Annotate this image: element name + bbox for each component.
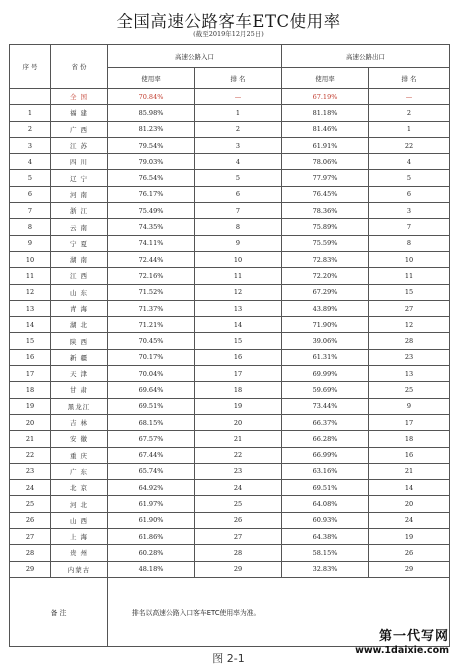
document-title: 全国高速公路客车ETC使用率: [116, 12, 341, 31]
row-province: 新 疆: [51, 349, 108, 365]
table-row: [10, 512, 450, 528]
national-exit-rate: 67.19%: [282, 89, 369, 105]
row-entrance-rate: 67.57%: [108, 431, 195, 447]
row-entrance-rate: 71.52%: [108, 284, 195, 300]
row-seq: 25: [10, 496, 51, 512]
header-exit-rank: 排 名: [369, 68, 450, 89]
row-entrance-rank: 25: [195, 496, 282, 512]
row-entrance-rate: 68.15%: [108, 414, 195, 430]
row-entrance-rate: 70.45%: [108, 333, 195, 349]
row-seq: 14: [10, 317, 51, 333]
row-exit-rank: 16: [369, 447, 450, 463]
table-row: [10, 251, 450, 267]
row-province: 重 庆: [51, 447, 108, 463]
row-seq: 4: [10, 154, 51, 170]
row-exit-rate: 67.29%: [282, 284, 369, 300]
row-entrance-rate: 60.28%: [108, 545, 195, 561]
row-province: 北 京: [51, 480, 108, 496]
row-seq: 12: [10, 284, 51, 300]
national-seq: [10, 89, 51, 105]
row-exit-rate: 76.45%: [282, 186, 369, 202]
row-entrance-rank: 19: [195, 398, 282, 414]
row-province: 辽 宁: [51, 170, 108, 186]
row-exit-rate: 81.18%: [282, 105, 369, 121]
table-row: [10, 463, 450, 479]
row-seq: 8: [10, 219, 51, 235]
row-province: 浙 江: [51, 203, 108, 219]
row-exit-rate: 60.93%: [282, 512, 369, 528]
row-entrance-rank: 28: [195, 545, 282, 561]
row-seq: 28: [10, 545, 51, 561]
table-row: [10, 284, 450, 300]
row-exit-rank: 26: [369, 545, 450, 561]
table-row: [10, 154, 450, 170]
row-province: 江 西: [51, 268, 108, 284]
row-entrance-rank: 22: [195, 447, 282, 463]
row-entrance-rank: 8: [195, 219, 282, 235]
row-exit-rate: 61.91%: [282, 137, 369, 153]
row-exit-rank: 1: [369, 121, 450, 137]
row-entrance-rank: 1: [195, 105, 282, 121]
row-entrance-rank: 2: [195, 121, 282, 137]
table-row: [10, 366, 450, 382]
watermark-url: www.1daixie.com: [355, 645, 449, 656]
row-entrance-rank: 14: [195, 317, 282, 333]
row-exit-rate: 75.89%: [282, 219, 369, 235]
row-province: 福 建: [51, 105, 108, 121]
row-exit-rank: 17: [369, 414, 450, 430]
row-entrance-rate: 70.04%: [108, 366, 195, 382]
row-exit-rank: 15: [369, 284, 450, 300]
row-exit-rate: 77.97%: [282, 170, 369, 186]
row-entrance-rank: 27: [195, 529, 282, 545]
row-entrance-rate: 72.16%: [108, 268, 195, 284]
row-exit-rank: 2: [369, 105, 450, 121]
table-row: [10, 219, 450, 235]
header-entrance-usage-rate: 使用率: [108, 68, 195, 89]
row-exit-rate: 78.06%: [282, 154, 369, 170]
row-province: 四 川: [51, 154, 108, 170]
row-entrance-rate: 69.64%: [108, 382, 195, 398]
row-seq: 22: [10, 447, 51, 463]
note-label: 备 注: [10, 577, 108, 646]
row-seq: 27: [10, 529, 51, 545]
row-province: 山 东: [51, 284, 108, 300]
row-exit-rank: 14: [369, 480, 450, 496]
row-province: 吉 林: [51, 414, 108, 430]
row-province: 陕 西: [51, 333, 108, 349]
row-seq: 26: [10, 512, 51, 528]
row-exit-rank: 7: [369, 219, 450, 235]
row-entrance-rank: 3: [195, 137, 282, 153]
row-exit-rank: 23: [369, 349, 450, 365]
table-row: [10, 186, 450, 202]
header-entrance: 高速公路入口: [108, 45, 282, 68]
table-row: [10, 529, 450, 545]
table-row: [10, 317, 450, 333]
row-entrance-rank: 12: [195, 284, 282, 300]
row-province: 宁 夏: [51, 235, 108, 251]
row-exit-rank: 9: [369, 398, 450, 414]
row-entrance-rate: 61.90%: [108, 512, 195, 528]
row-entrance-rank: 26: [195, 512, 282, 528]
row-entrance-rank: 20: [195, 414, 282, 430]
row-seq: 7: [10, 203, 51, 219]
figure-caption: 图 2-1: [212, 652, 245, 665]
row-exit-rank: 6: [369, 186, 450, 202]
table-row: [10, 496, 450, 512]
row-entrance-rate: 74.11%: [108, 235, 195, 251]
row-province: 广 西: [51, 121, 108, 137]
etc-usage-table: [9, 44, 450, 647]
row-exit-rank: 21: [369, 463, 450, 479]
row-exit-rank: 19: [369, 529, 450, 545]
row-exit-rate: 72.20%: [282, 268, 369, 284]
row-exit-rate: 32.83%: [282, 561, 369, 577]
row-entrance-rank: 15: [195, 333, 282, 349]
row-seq: 18: [10, 382, 51, 398]
row-exit-rank: 20: [369, 496, 450, 512]
row-entrance-rank: 17: [195, 366, 282, 382]
header-exit-usage-rate: 使用率: [282, 68, 369, 89]
row-exit-rank: 18: [369, 431, 450, 447]
row-exit-rate: 64.08%: [282, 496, 369, 512]
row-entrance-rank: 7: [195, 203, 282, 219]
row-exit-rate: 39.06%: [282, 333, 369, 349]
row-entrance-rank: 9: [195, 235, 282, 251]
row-province: 上 海: [51, 529, 108, 545]
row-entrance-rate: 79.54%: [108, 137, 195, 153]
row-entrance-rate: 74.35%: [108, 219, 195, 235]
row-exit-rate: 75.59%: [282, 235, 369, 251]
row-seq: 10: [10, 251, 51, 267]
row-seq: 1: [10, 105, 51, 121]
table-row: [10, 480, 450, 496]
row-entrance-rate: 67.44%: [108, 447, 195, 463]
row-entrance-rank: 6: [195, 186, 282, 202]
row-exit-rate: 73.44%: [282, 398, 369, 414]
row-exit-rate: 58.15%: [282, 545, 369, 561]
table-row: [10, 414, 450, 430]
row-seq: 6: [10, 186, 51, 202]
row-exit-rate: 43.89%: [282, 300, 369, 316]
national-label: 全 国: [51, 89, 108, 105]
header-entrance-rank: 排 名: [195, 68, 282, 89]
row-exit-rank: 5: [369, 170, 450, 186]
row-seq: 24: [10, 480, 51, 496]
national-row: [10, 89, 450, 105]
table-row: [10, 382, 450, 398]
row-entrance-rate: 61.97%: [108, 496, 195, 512]
row-seq: 16: [10, 349, 51, 365]
row-province: 湖 北: [51, 317, 108, 333]
row-seq: 19: [10, 398, 51, 414]
row-exit-rank: 24: [369, 512, 450, 528]
table-row: [10, 105, 450, 121]
table-row: [10, 170, 450, 186]
row-seq: 29: [10, 561, 51, 577]
row-entrance-rank: 13: [195, 300, 282, 316]
row-province: 黑龙江: [51, 398, 108, 414]
row-entrance-rate: 64.92%: [108, 480, 195, 496]
row-seq: 3: [10, 137, 51, 153]
row-entrance-rate: 48.18%: [108, 561, 195, 577]
row-entrance-rate: 81.23%: [108, 121, 195, 137]
row-exit-rate: 64.38%: [282, 529, 369, 545]
row-exit-rate: 66.37%: [282, 414, 369, 430]
row-entrance-rank: 29: [195, 561, 282, 577]
row-entrance-rate: 72.44%: [108, 251, 195, 267]
row-entrance-rate: 85.98%: [108, 105, 195, 121]
row-exit-rate: 81.46%: [282, 121, 369, 137]
table-row: [10, 121, 450, 137]
row-exit-rate: 63.16%: [282, 463, 369, 479]
row-entrance-rank: 5: [195, 170, 282, 186]
row-entrance-rate: 76.54%: [108, 170, 195, 186]
row-exit-rate: 69.51%: [282, 480, 369, 496]
table-row: [10, 268, 450, 284]
row-exit-rate: 59.69%: [282, 382, 369, 398]
table-row: [10, 398, 450, 414]
national-entrance-rate: 70.84%: [108, 89, 195, 105]
row-exit-rate: 78.36%: [282, 203, 369, 219]
row-exit-rate: 72.83%: [282, 251, 369, 267]
table-row: [10, 561, 450, 577]
row-seq: 23: [10, 463, 51, 479]
row-province: 广 东: [51, 463, 108, 479]
row-exit-rank: 28: [369, 333, 450, 349]
row-exit-rank: 11: [369, 268, 450, 284]
national-exit-rank: —: [369, 89, 450, 105]
row-entrance-rate: 69.51%: [108, 398, 195, 414]
table-row: [10, 447, 450, 463]
table-row: [10, 545, 450, 561]
row-seq: 9: [10, 235, 51, 251]
row-exit-rank: 12: [369, 317, 450, 333]
row-exit-rank: 13: [369, 366, 450, 382]
row-entrance-rate: 79.03%: [108, 154, 195, 170]
row-seq: 17: [10, 366, 51, 382]
row-entrance-rank: 4: [195, 154, 282, 170]
header-exit: 高速公路出口: [282, 45, 450, 68]
table-row: [10, 235, 450, 251]
row-exit-rank: 27: [369, 300, 450, 316]
header-seq: 序 号: [10, 45, 51, 89]
row-exit-rank: 4: [369, 154, 450, 170]
row-province: 天 津: [51, 366, 108, 382]
row-province: 青 海: [51, 300, 108, 316]
table-row: [10, 300, 450, 316]
row-entrance-rate: 75.49%: [108, 203, 195, 219]
row-entrance-rate: 61.86%: [108, 529, 195, 545]
row-exit-rank: 25: [369, 382, 450, 398]
row-exit-rank: 22: [369, 137, 450, 153]
national-entrance-rank: —: [195, 89, 282, 105]
row-province: 贵 州: [51, 545, 108, 561]
row-entrance-rate: 65.74%: [108, 463, 195, 479]
header-province: 省 份: [51, 45, 108, 89]
table-row: [10, 137, 450, 153]
row-exit-rate: 66.28%: [282, 431, 369, 447]
table-row: [10, 349, 450, 365]
row-seq: 15: [10, 333, 51, 349]
row-entrance-rate: 71.21%: [108, 317, 195, 333]
row-exit-rank: 10: [369, 251, 450, 267]
table-row: [10, 203, 450, 219]
table-row: [10, 333, 450, 349]
row-seq: 11: [10, 268, 51, 284]
row-exit-rank: 3: [369, 203, 450, 219]
row-seq: 13: [10, 300, 51, 316]
row-province: 甘 肃: [51, 382, 108, 398]
row-province: 河 南: [51, 186, 108, 202]
row-exit-rank: 29: [369, 561, 450, 577]
row-exit-rate: 71.90%: [282, 317, 369, 333]
row-entrance-rank: 16: [195, 349, 282, 365]
row-province: 安 徽: [51, 431, 108, 447]
row-seq: 21: [10, 431, 51, 447]
document-subtitle: (截至2019年12月25日): [193, 30, 264, 38]
row-seq: 20: [10, 414, 51, 430]
row-exit-rate: 61.31%: [282, 349, 369, 365]
row-exit-rate: 66.99%: [282, 447, 369, 463]
row-exit-rank: 8: [369, 235, 450, 251]
note-text: 排名以高速公路入口客车ETC使用率为准。: [108, 577, 450, 646]
row-seq: 2: [10, 121, 51, 137]
row-entrance-rank: 11: [195, 268, 282, 284]
row-seq: 5: [10, 170, 51, 186]
row-province: 山 西: [51, 512, 108, 528]
row-province: 内蒙古: [51, 561, 108, 577]
row-province: 河 北: [51, 496, 108, 512]
row-entrance-rank: 24: [195, 480, 282, 496]
row-province: 云 南: [51, 219, 108, 235]
row-entrance-rank: 10: [195, 251, 282, 267]
row-entrance-rank: 23: [195, 463, 282, 479]
row-entrance-rate: 71.37%: [108, 300, 195, 316]
row-province: 江 苏: [51, 137, 108, 153]
watermark-name: 第一代写网: [378, 629, 449, 644]
row-province: 湖 南: [51, 251, 108, 267]
row-entrance-rate: 76.17%: [108, 186, 195, 202]
row-entrance-rank: 21: [195, 431, 282, 447]
row-entrance-rate: 70.17%: [108, 349, 195, 365]
row-entrance-rank: 18: [195, 382, 282, 398]
row-exit-rate: 69.99%: [282, 366, 369, 382]
table-row: [10, 431, 450, 447]
